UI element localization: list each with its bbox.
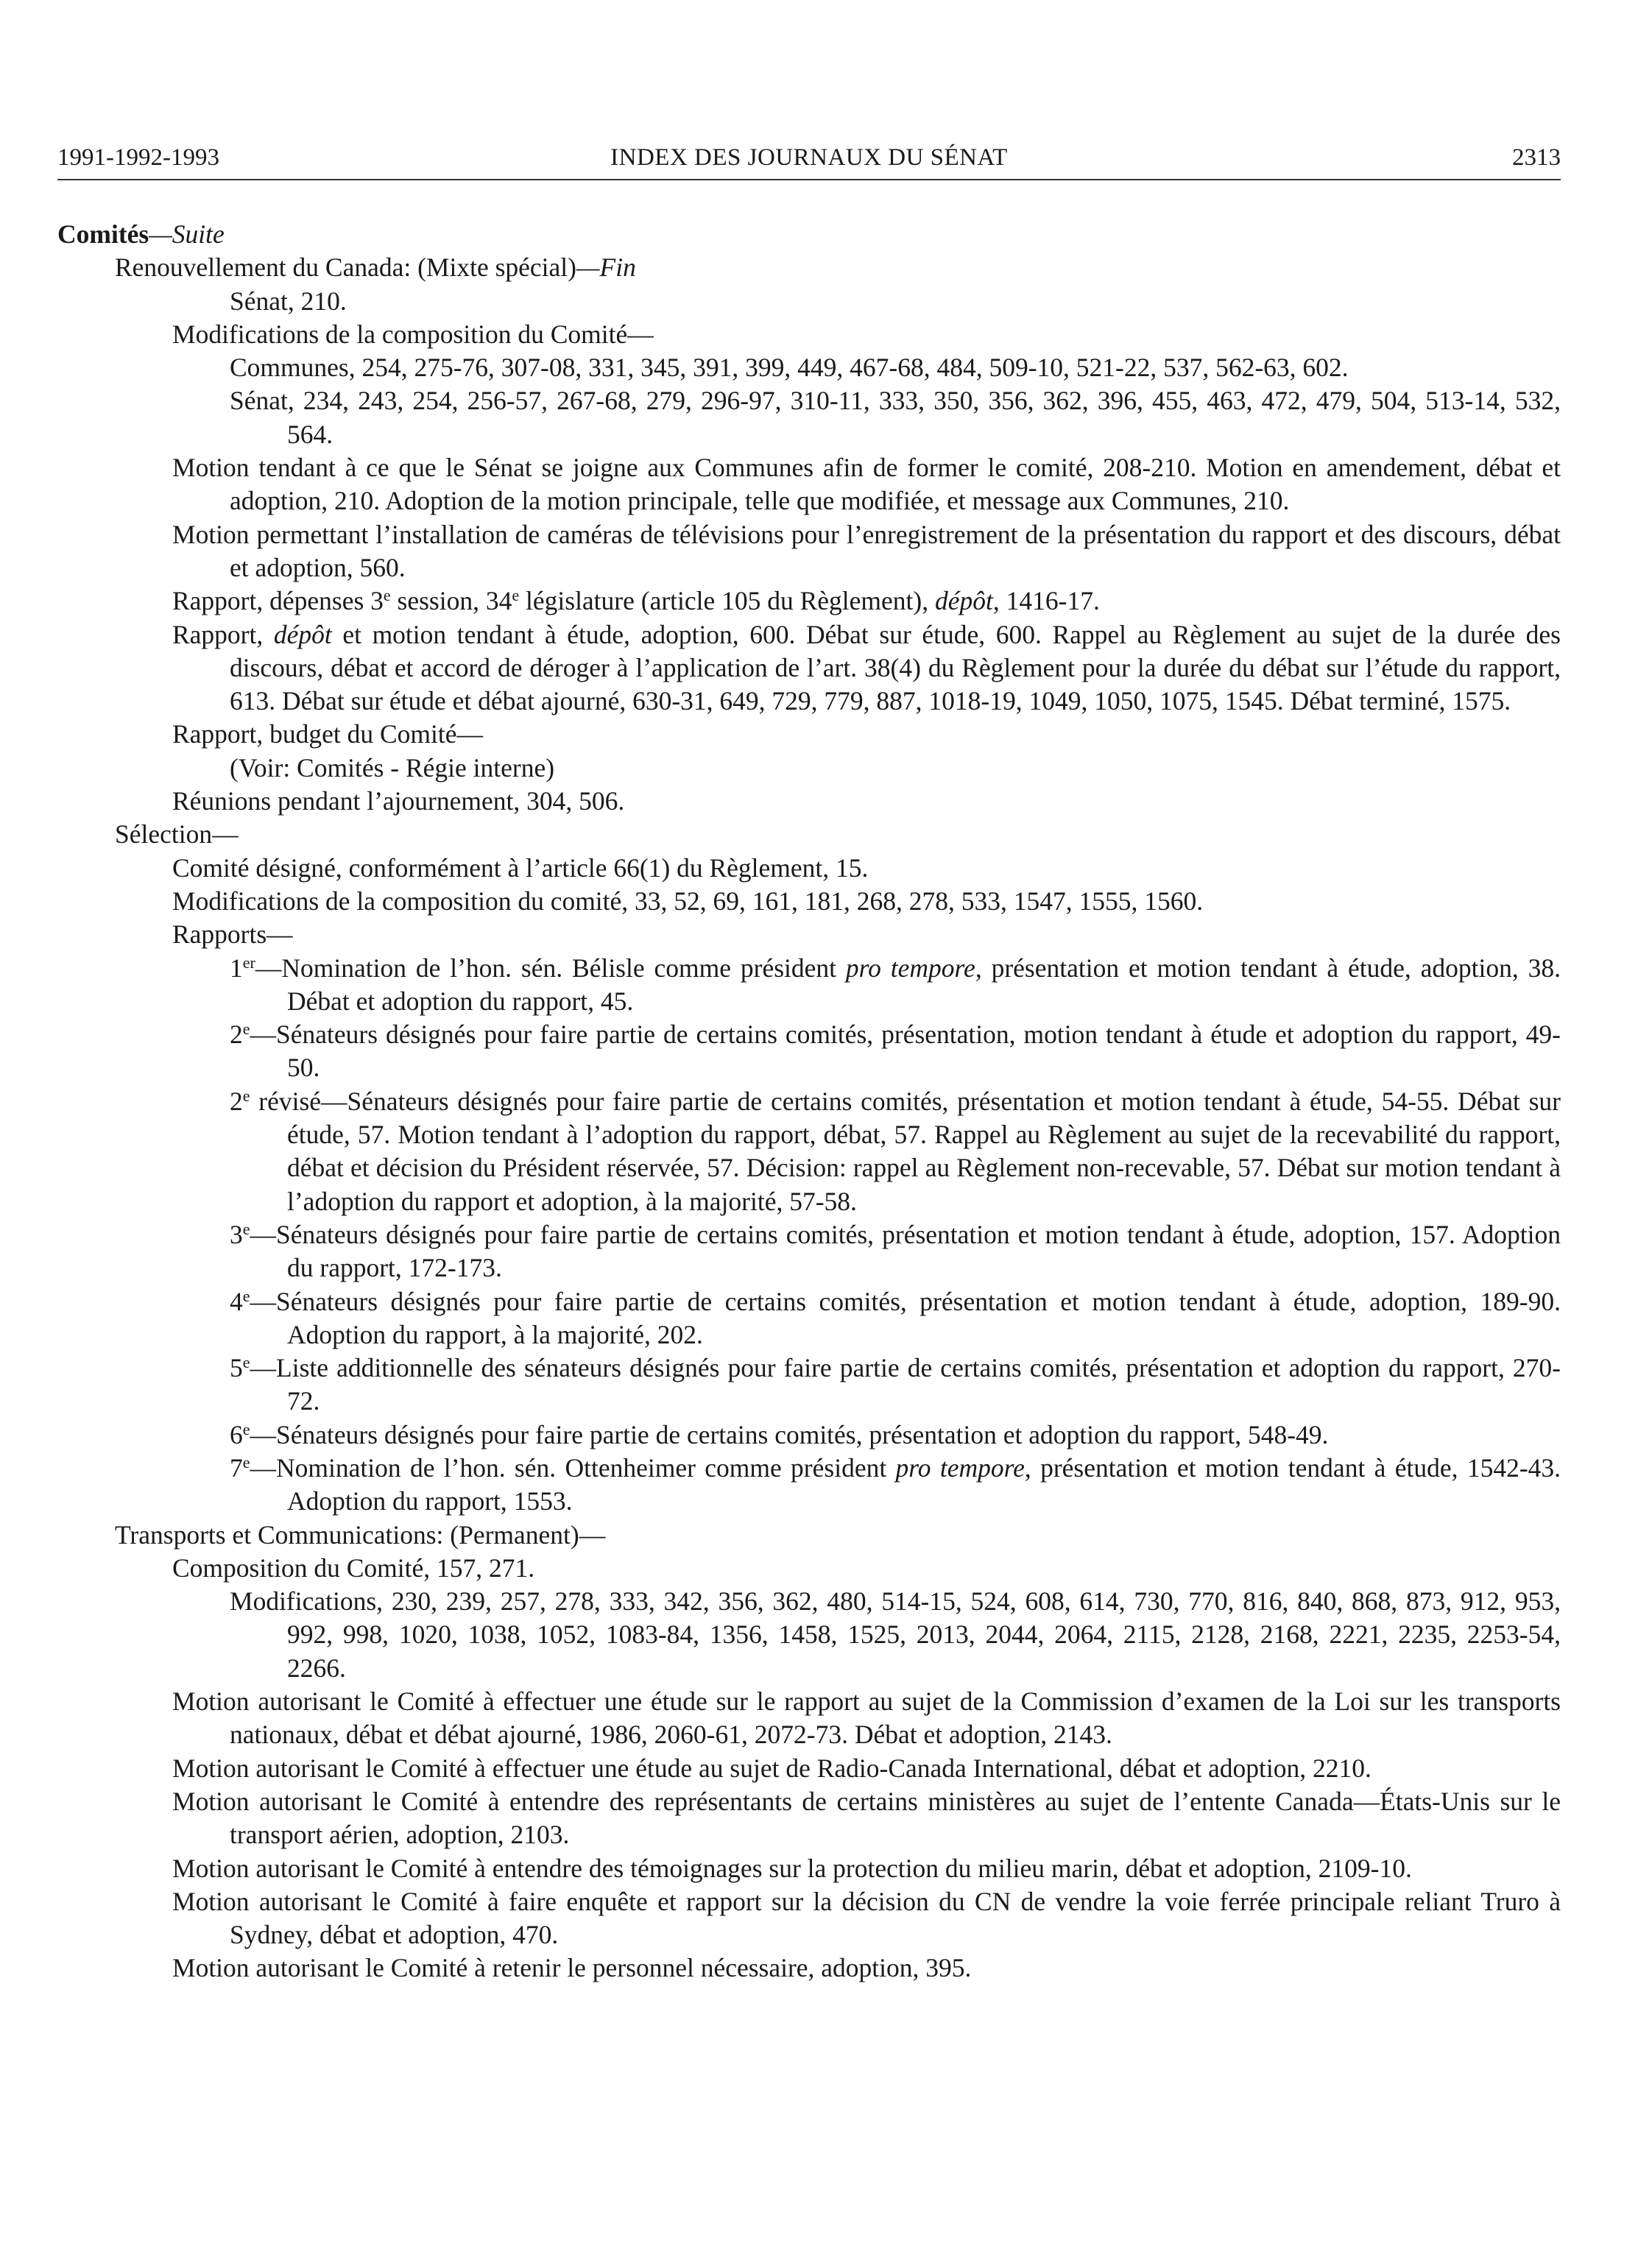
entry-italic: pro tempore <box>845 953 975 983</box>
entry-text: Motion autorisant le Comité à effectuer une étude sur le rapport au sujet de la Commission d’examen de la Loi sur les transports nationaux, débat et débat ajourné, 1986, 2060-61, 2072-73. Débat et adoption, 2143. <box>172 1686 1561 1750</box>
running-header <box>57 138 1561 177</box>
superscript: er <box>242 953 255 972</box>
entry-rapport-3 <box>230 1218 1561 1285</box>
entry-rapport-2-revise <box>230 1085 1561 1218</box>
entry-text: —Liste additionnelle des sénateurs désignés pour faire partie de certains comités, présentation et adoption du rapport, 270-72. <box>250 1353 1561 1416</box>
entry-modifications-composition <box>172 318 1561 351</box>
entry-rapport-6 <box>230 1419 1561 1452</box>
entry-italic: dépôt <box>273 619 332 649</box>
header-years: 1991-1992-1993 <box>57 144 219 171</box>
entry-text: , présentation et motion tendant à étude, 1542-43. Adoption du rapport, 1553. <box>287 1452 1561 1516</box>
entry-text: Motion autorisant le Comité à retenir le personnel nécessaire, adoption, 395. <box>172 1953 972 1983</box>
entry-transports <box>115 1519 1561 1552</box>
entry-rapport-2 <box>230 1018 1561 1085</box>
entry-text: —Sénateurs désignés pour faire partie de certains comités, présentation et motion tendant à étude, adoption, 189-90. Adoption du rapport, à la majorité, 202. <box>250 1286 1561 1349</box>
entry-text: —Nomination de l’hon. sén. Bélisle comme président <box>255 953 846 983</box>
report-number: 6 <box>230 1419 243 1449</box>
entry-italic: pro tempore <box>895 1452 1025 1483</box>
entry-composition-comite <box>172 1552 1561 1585</box>
entry-text: Réunions pendant l’ajournement, 304, 506. <box>172 786 625 816</box>
entry-text: Rapports— <box>172 919 293 950</box>
entry-modifications-transports <box>230 1585 1561 1685</box>
heading-text: Comités <box>57 219 149 249</box>
superscript: e <box>242 1086 250 1105</box>
index-content <box>57 218 1561 1985</box>
entry-heading-comites <box>57 218 1561 251</box>
entry-text: Modifications de la composition du comité, 33, 52, 69, 161, 181, 268, 278, 533, 1547, 1555, 1560. <box>172 886 1204 916</box>
entry-text: Comité désigné, conformément à l’article 66(1) du Règlement, 15. <box>172 852 869 883</box>
superscript: e <box>383 586 391 605</box>
entry-text: —Nomination de l’hon. sén. Ottenheimer comme président <box>250 1452 896 1483</box>
entry-text: Rapport, <box>172 619 274 649</box>
entry-text: Sénat, 234, 243, 254, 256-57, 267-68, 279, 296-97, 310-11, 333, 350, 356, 362, 396, 455, 463, 472, 479, 504, 513-14, 532, 564. <box>230 386 1561 449</box>
superscript: e <box>242 1286 250 1305</box>
entry-text: Sénat, 210. <box>230 286 347 316</box>
entry-text: Rapport, budget du Comité— <box>172 719 484 749</box>
entry-text: Rapport, dépenses 3 <box>172 586 384 616</box>
report-number: 2 <box>230 1086 243 1116</box>
report-number: 7 <box>230 1452 243 1483</box>
entry-text: —Sénateurs désignés pour faire partie de certains comités, présentation et adoption du rapport, 548-49. <box>250 1419 1329 1449</box>
entry-text: Motion autorisant le Comité à entendre des représentants de certains ministères au sujet de l’entente Canada—États-Unis sur le transport aérien, adoption, 2103. <box>172 1786 1561 1850</box>
entry-text: législature (article 105 du Règlement), <box>519 586 935 616</box>
entry-motion-personnel <box>172 1952 1561 1985</box>
entry-rapport-depenses <box>172 584 1561 618</box>
entry-italic: —Fin <box>576 252 636 283</box>
entry-reunions <box>172 785 1561 818</box>
entry-rapport-5 <box>230 1352 1561 1419</box>
superscript: e <box>242 1353 250 1371</box>
entry-text: Composition du Comité, 157, 271. <box>172 1553 535 1583</box>
entry-motion-cn <box>172 1885 1561 1952</box>
report-number: 4 <box>230 1286 243 1316</box>
entry-text: (Voir: Comités - Régie interne) <box>230 752 555 783</box>
header-title: INDEX DES JOURNAUX DU SÉNAT <box>610 144 1008 171</box>
entry-text: session, 34 <box>390 586 512 616</box>
entry-senat-210 <box>230 285 1561 318</box>
entry-motion-joigne <box>172 451 1561 518</box>
entry-italic: dépôt <box>935 586 993 616</box>
heading-suite: —Suite <box>149 219 225 249</box>
entry-text: —Sénateurs désignés pour faire partie de certains comités, présentation, motion tendant à étude et adoption du rapport, 49-50. <box>250 1020 1561 1083</box>
superscript: e <box>242 1020 250 1039</box>
entry-text: Modifications de la composition du Comité— <box>172 319 654 349</box>
entry-voir <box>230 752 1561 785</box>
report-number: 5 <box>230 1353 243 1383</box>
entry-text: Motion autorisant le Comité à effectuer une étude au sujet de Radio-Canada International, débat et adoption, 2210. <box>172 1753 1372 1783</box>
header-rule <box>57 179 1561 180</box>
page-number: 2313 <box>1512 144 1561 171</box>
entry-text: —Sénateurs désignés pour faire partie de certains comités, présentation et motion tendant à étude, adoption, 157. Adoption du rapport, 172-173. <box>250 1219 1561 1283</box>
entry-motion-cameras <box>172 518 1561 585</box>
entry-communes <box>230 351 1561 384</box>
entry-motion-commission <box>172 1685 1561 1752</box>
entry-renouvellement <box>115 251 1561 284</box>
entry-text: Renouvellement du Canada: (Mixte spécial) <box>115 252 576 283</box>
entry-text: Motion permettant l’installation de caméras de télévisions pour l’enregistrement de la présentation du rapport et des discours, débat et adoption, 560. <box>172 519 1561 582</box>
entry-rapport-depot <box>172 618 1561 718</box>
entry-text: Motion autorisant le Comité à entendre des témoignages sur la protection du milieu marin, débat et adoption, 2109-10. <box>172 1853 1412 1883</box>
entry-text: Modifications, 230, 239, 257, 278, 333, 342, 356, 362, 480, 514-15, 524, 608, 614, 730, 770, 816, 840, 868, 873, 912, 953, 992, 998, 1020, 1038, 1052, 1083-84, 1356, 1458, 1525, 2013, 2044, 2064, 2115, 2128, 2168, 2221, 2235, 2253-54, 2266. <box>230 1586 1561 1683</box>
entry-rapport-1 <box>230 952 1561 1019</box>
entry-rapport-7 <box>230 1452 1561 1519</box>
report-number: 2 <box>230 1020 243 1050</box>
entry-rapport-budget <box>172 718 1561 751</box>
entry-motion-entente <box>172 1785 1561 1852</box>
entry-modifications-comite <box>172 885 1561 918</box>
report-number: 3 <box>230 1219 243 1249</box>
entry-senat-list <box>230 384 1561 451</box>
entry-text: Motion autorisant le Comité à faire enquête et rapport sur la décision du CN de vendre la voie ferrée principale reliant Truro à Sydney, débat et adoption, 470. <box>172 1886 1561 1950</box>
entry-text: Transports et Communications: (Permanent)— <box>115 1519 606 1550</box>
entry-motion-milieu-marin <box>172 1852 1561 1885</box>
entry-rapport-4 <box>230 1285 1561 1352</box>
entry-text: Communes, 254, 275-76, 307-08, 331, 345, 391, 399, 449, 467-68, 484, 509-10, 521-22, 537, 562-63, 602. <box>230 353 1349 383</box>
superscript: e <box>242 1452 250 1472</box>
entry-motion-radio-canada <box>172 1752 1561 1785</box>
entry-text: et motion tendant à étude, adoption, 600. Débat sur étude, 600. Rappel au Règlement au sujet de la durée des discours, débat et accord de déroger à l’application de l’art. 38(4) du Règlement pour la durée du débat sur l’étude du rapport, 613. Débat sur étude et débat ajourné, 630-31, 649, 729, 779, 887, 1018-19, 1049, 1050, 1075, 1545. Débat terminé, 1575. <box>230 619 1561 716</box>
entry-text: , présentation et motion tendant à étude, adoption, 38. Débat et adoption du rapport, 45. <box>287 953 1561 1016</box>
report-number: 1 <box>230 953 243 983</box>
entry-text: , 1416-17. <box>992 586 1100 616</box>
entry-text: Motion tendant à ce que le Sénat se joigne aux Communes afin de former le comité, 208-210. Motion en amendement, débat et adoption, 210. Adoption de la motion principale, telle que modifiée, et message aux Communes, 210. <box>172 453 1561 516</box>
entry-rapports <box>172 918 1561 951</box>
entry-text: Sélection— <box>115 819 239 850</box>
entry-text: révisé—Sénateurs désignés pour faire partie de certains comités, présentation et motion tendant à étude, 54-55. Débat sur étude, 57. Motion tendant à l’adoption du rapport, débat, 57. Rappel au Règlement au sujet de la recevabilité du rapport, débat et décision du Président réservée, 57. Décision: rappel au Règlement non-recevable, 57. Débat sur motion tendant à l’adoption du rapport et adoption, à la majorité, 57-58. <box>250 1086 1561 1216</box>
entry-comite-designe <box>172 852 1561 885</box>
entry-selection <box>115 818 1561 851</box>
superscript: e <box>242 1219 250 1238</box>
superscript: e <box>512 586 520 605</box>
superscript: e <box>242 1419 250 1438</box>
